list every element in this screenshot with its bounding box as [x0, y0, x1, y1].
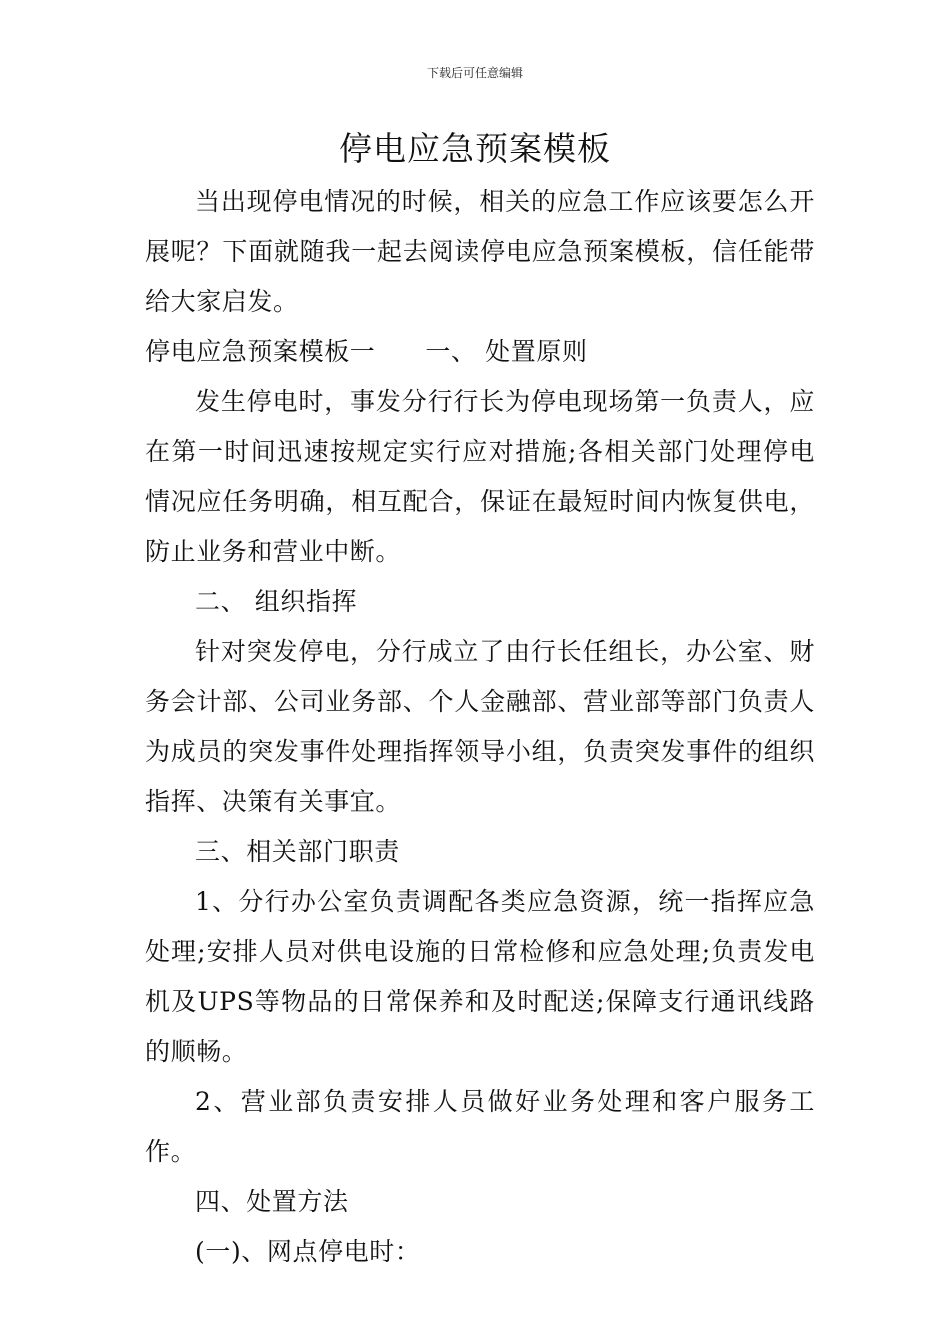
paragraph-duty-business: 2、营业部负责安排人员做好业务处理和客户服务工作。 [145, 1087, 815, 1166]
heading-department-duties: 三、相关部门职责 [195, 837, 400, 866]
intro-paragraph: 当出现停电情况的时候，相关的应急工作应该要怎么开展呢？下面就随我一起去阅读停电应急预案模板，信任能带给大家启发。 [145, 187, 815, 316]
document-body [145, 177, 815, 1277]
heading-disposal-methods: 四、处置方法 [195, 1187, 349, 1216]
heading-branch-outage: (一)、网点停电时： [195, 1237, 421, 1266]
section-heading-line [145, 327, 815, 377]
paragraph-duty-office: 1、分行办公室负责调配各类应急资源，统一指挥应急处理;安排人员对供电设施的日常检修和应急处理;负责发电机及UPS等物品的日常保养和及时配送;保障支行通讯线路的顺畅。 [145, 887, 815, 1066]
paragraph-organization-command: 针对突发停电，分行成立了由行长任组长，办公室、财务会计部、公司业务部、个人金融部、营业部等部门负责人为成员的突发事件处理指挥领导小组，负责突发事件的组织指挥、决策有关事宜。 [145, 637, 815, 816]
heading-organization-command: 二、 组织指挥 [195, 587, 358, 616]
header-note: 下载后可任意编辑 [426, 66, 523, 80]
paragraph-disposal-principles: 发生停电时，事发分行行长为停电现场第一负责人，应在第一时间迅速按规定实行应对措施;各相关部门处理停电情况应任务明确，相互配合，保证在最短时间内恢复供电，防止业务和营业中断。 [145, 387, 815, 566]
heading-disposal-principles: 一、 处置原则 [425, 337, 588, 366]
document-title: 停电应急预案模板 [339, 129, 611, 168]
template-label: 停电应急预案模板一 [145, 337, 376, 366]
